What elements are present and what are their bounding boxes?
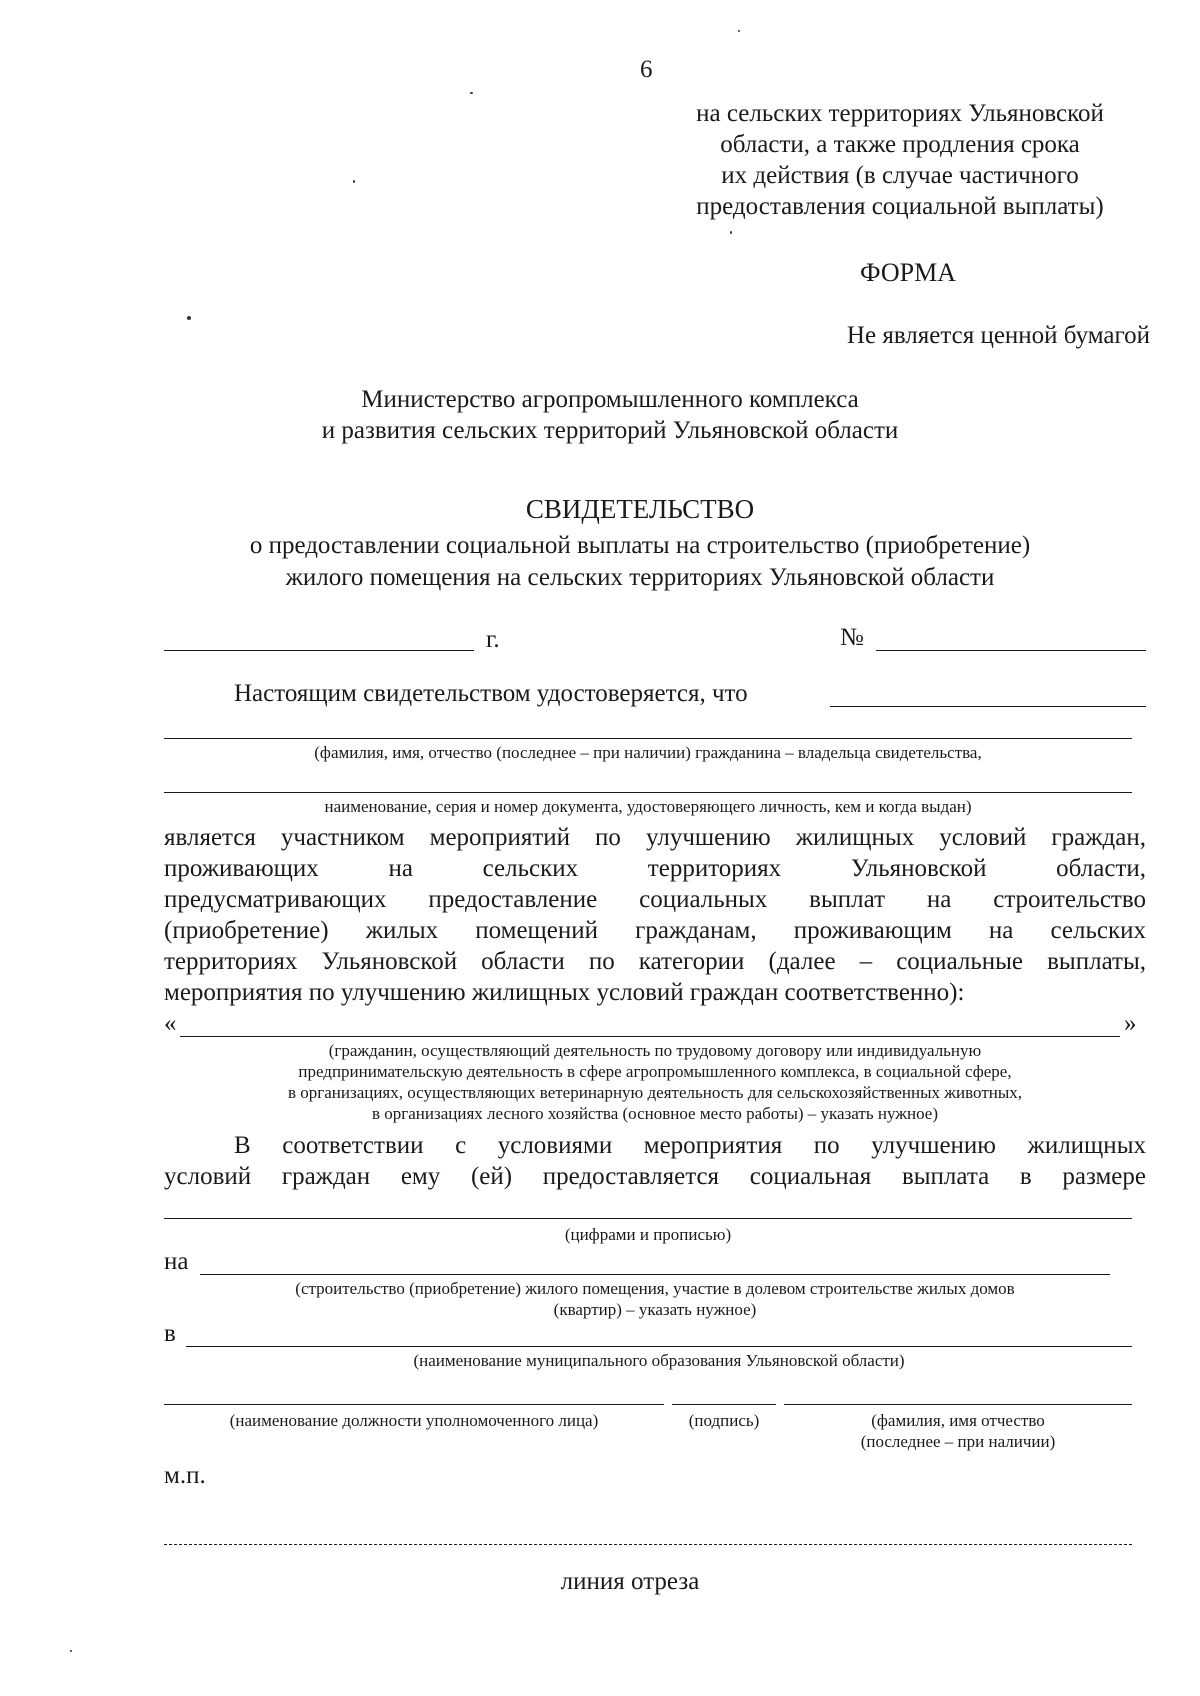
body-line: (приобретение) жилых помещений гражданам, проживающим на сельских: [164, 917, 1146, 944]
id-document-field[interactable]: [164, 792, 1132, 793]
municipality-hint: (наименование муниципального образования Ульяновской области): [413, 1351, 905, 1370]
cut-line: [164, 1544, 1132, 1545]
purpose-hint: [200, 1278, 1110, 1320]
scan-speck: [353, 180, 355, 183]
fio-hint: [784, 1410, 1132, 1452]
category-hint-line: (гражданин, осуществляющий деятельность по трудовому договору или индивидуальную: [328, 1041, 982, 1060]
scan-speck: [187, 316, 191, 320]
body-line: предусматривающих предоставление социальных выплат на строительство: [164, 886, 1146, 913]
body-line: мероприятия по улучшению жилищных условий граждан соответственно):: [164, 979, 965, 1006]
header-note-line: предоставления социальной выплаты): [696, 193, 1104, 220]
municipality-field[interactable]: [186, 1346, 1132, 1347]
category-hint-line: в организациях, осуществляющих ветеринарную деятельность для сельскохозяйственных животных,: [287, 1083, 1023, 1102]
certifies-text: Настоящим свидетельством удостоверяется, что: [234, 680, 748, 707]
fio-hint-line: (последнее – при наличии): [860, 1432, 1056, 1451]
ministry-line: и развития сельских территорий Ульяновской области: [321, 417, 899, 444]
cut-line-label: линия отреза: [560, 1568, 700, 1595]
body-line: является участником мероприятий по улучшению жилищных условий граждан,: [164, 824, 1146, 851]
header-note-line: их действия (в случае частичного: [721, 162, 1079, 189]
date-field[interactable]: [164, 650, 474, 651]
certificate-subtitle-line: о предоставлении социальной выплаты на строительство (приобретение): [249, 532, 1031, 559]
body-line: условий граждан ему (ей) предоставляется социальная выплата в размере: [164, 1163, 1146, 1190]
certificate-subtitle-line: жилого помещения на сельских территориях Ульяновской области: [285, 564, 995, 591]
holder-name-hint: (фамилия, имя, отчество (последнее – при наличии) гражданина – владельца свидетельства,: [314, 743, 982, 762]
amount-hint: (цифрами и прописью): [564, 1225, 732, 1244]
holder-name-field-continued[interactable]: [164, 738, 1132, 739]
purpose-hint-line: (квартир) – указать нужное): [553, 1300, 757, 1319]
body-line: проживающих на сельских территориях Ульяновской области,: [164, 855, 1146, 882]
not-security-note: Не является ценной бумагой: [846, 322, 1150, 349]
quote-open: «: [164, 1010, 177, 1037]
position-hint: (наименование должности уполномоченного лица): [229, 1411, 599, 1430]
fio-field[interactable]: [784, 1404, 1132, 1405]
scan-speck: [730, 231, 732, 234]
header-note-line: области, а также продления срока: [720, 131, 1080, 158]
number-sign: №: [840, 624, 864, 651]
body-line: В соответствии с условиями мероприятия по улучшению жилищных: [234, 1132, 1146, 1159]
date-suffix: г.: [486, 626, 500, 653]
signature-hint: (подпись): [688, 1411, 760, 1430]
scan-speck: [470, 92, 473, 94]
ministry-name: [260, 384, 960, 446]
scan-speck: [70, 1650, 72, 1652]
na-label: на: [164, 1248, 189, 1275]
header-note-line: на сельских территориях Ульяновской: [696, 100, 1104, 127]
category-hint-line: в организациях лесного хозяйства (основное место работы) – указать нужное): [372, 1104, 938, 1123]
stamp-place: м.п.: [164, 1462, 206, 1489]
certificate-number-field[interactable]: [876, 650, 1146, 651]
form-label: ФОРМА: [860, 258, 956, 287]
scan-speck: [738, 30, 740, 32]
purpose-hint-line: (строительство (приобретение) жилого помещения, участие в долевом строительстве жилых домов: [295, 1279, 1015, 1298]
category-field[interactable]: [180, 1036, 1120, 1037]
v-label: в: [164, 1320, 176, 1347]
position-field[interactable]: [164, 1404, 664, 1405]
body-line: территориях Ульяновской области по категории (далее – социальные выплаты,: [164, 948, 1146, 975]
category-hint: [164, 1040, 1146, 1124]
certificate-title: СВИДЕТЕЛЬСТВО: [525, 494, 755, 524]
purpose-field[interactable]: [200, 1274, 1110, 1275]
certificate-subtitle: [160, 530, 1120, 594]
holder-name-field[interactable]: [830, 706, 1146, 707]
ministry-line: Министерство агропромышленного комплекса: [361, 386, 859, 413]
amount-field[interactable]: [164, 1218, 1132, 1219]
page-number: 6: [640, 56, 653, 83]
id-document-hint: наименование, серия и номер документа, удостоверяющего личность, кем и когда выдан): [324, 797, 972, 816]
category-hint-line: предпринимательскую деятельность в сфере агропромышленного комплекса, в социальной сфере,: [298, 1062, 1012, 1081]
header-note: [640, 98, 1160, 222]
signature-field[interactable]: [672, 1404, 776, 1405]
fio-hint-line: (фамилия, имя отчество: [871, 1411, 1045, 1430]
quote-close: »: [1124, 1010, 1137, 1037]
